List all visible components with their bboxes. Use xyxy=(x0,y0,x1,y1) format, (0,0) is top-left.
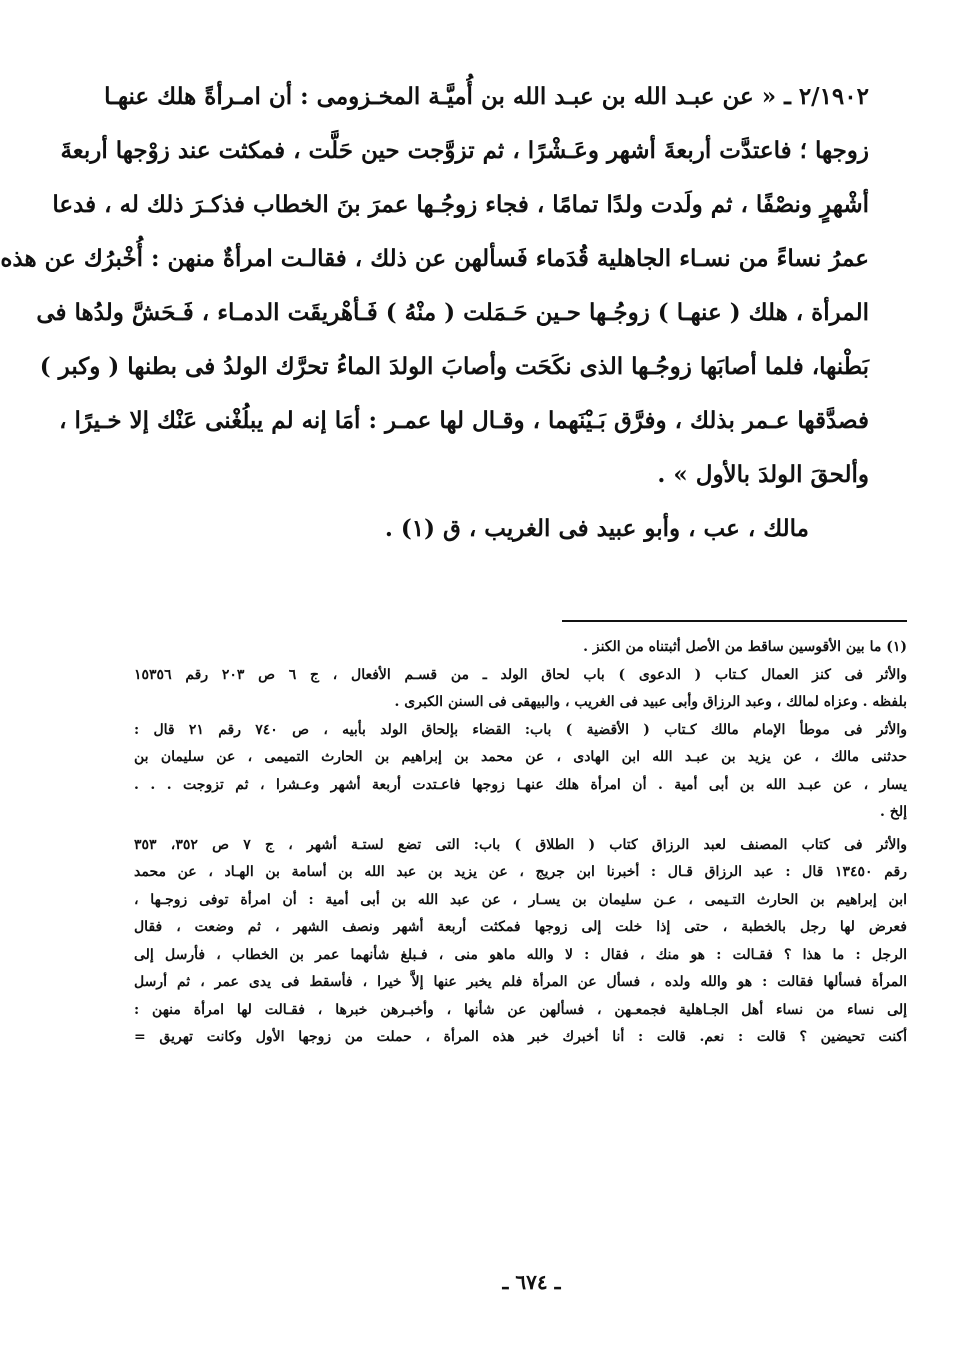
footnote-separator xyxy=(562,620,907,622)
footnote-line: حدثنى مالك ، عن يزيد بن عبـد الله ابن الهادى ، عن محمد بن إبراهيم بن الحارث التميمى ، عن سليمان بن xyxy=(134,749,907,765)
main-text-block xyxy=(0,70,869,556)
footnote-line: رقم ١٣٤٥٠ قال : عبد الرزاق قـال : أخبرنا ابن جريج ، عن يزيد بن عبد الله بن أسامة بن الهـاد ، عن محمد xyxy=(134,864,907,880)
footnote-line: يسار ، عن عبـد الله بن أبى أمية . أن امرأة هلك عنهـا زوجها فاعـتدت أربعة أشهر وعـشرا ، ثم تزوجت . . . xyxy=(134,776,907,793)
footnote-line: والأثر فى كتاب المصنف لعبد الرزاق كتاب ( الطلاق ) باب: التى تضع لستـة أشهر ، ج ٧ ص ٣٥٢، ٣٥٣ xyxy=(134,836,907,853)
main-text-line: زوجها ؛ فاعتدَّت أربعةَ أشهر وعَـشْرًا ، ثم تزوَّجت حين حَلَّت ، فمكثت عند زوْجها أربعةَ xyxy=(60,137,869,164)
source-attribution: مالك ، عب ، وأبو عبيد فى الغريب ، ق (١) . xyxy=(384,515,809,542)
main-text-line: عمرُ نساءً من نسـاء الجاهلية قُدَماء فَسألهن عن ذلك ، فقالـت امرأةٌ منهن : أُخْبرُك عن هذه xyxy=(0,245,869,272)
footnote-line: والأثر فى كنز العمال كـتاب ( الدعوى ) باب لحاق الولد ـ من قسـم الأفعال ، ج ٦ ص ٢٠٣ رقم ١٥٣٥٦ xyxy=(134,666,907,683)
footnote-line: المرأة فسألها فقالت : هو والله ولده ، فسأل عن المرأة فلم يخبر عنها إلاَّ خيرا ، فأسقط فى يدى عمر ، ثم أرسل xyxy=(134,974,907,990)
page-number: ـ ٦٧٤ ـ xyxy=(502,1270,561,1294)
footnote-line: فعرض لها رجل بالخطبة ، حتى إذا خلت إلى زوجها فمكثت أربعة أشهر ونصف الشهر ، ثم وضعت ، فقال xyxy=(134,919,907,935)
footnotes-block xyxy=(134,634,907,1052)
footnote-line: (١) ما بين الأقوسين ساقط من الأصل أثبتناه من الكنز . xyxy=(583,639,907,655)
main-text-line: أشْهرٍ ونصْفًا ، ثم ولَدت ولدًا تمامًا ، فجاء زوجُـها عمرَ بنَ الخطاب فذكـرَ ذلك له ، فدعا xyxy=(52,191,869,218)
footnote-line: أكنت تحيضين ؟ قالت : نعم. قالت : أنا أخبرك خبر هذه المرأة ، حملت من زوجها الأول وكانت تهريق = xyxy=(134,1029,907,1045)
main-text-line: فصدَّقها عـمر بذلك ، وفرَّق بَـيْنَهما ، وقـال لها عمـر : أمَا إنه لم يبلُغْنى عَنْك إلا خـيرًا ، xyxy=(59,407,869,434)
main-text-line: المرأة ، هلك ( عنهـا ) زوجُـها حـين حَـمَلت ( منْهُ ) فَـأهْريقَت الدمـاء ، فَـحَشَّ ولدُها فى xyxy=(36,299,869,326)
main-text-line: بَطْنها، فلما أصابَها زوجُـها الذى نكَحَت وأصابَ الولدَ الماءُ تحرَّك الولدُ فى بطنها ( وكبر ) xyxy=(39,353,869,380)
main-text-line: ٢/١٩٠٢ ـ « عن عبـد الله بن عبـد الله بن أُميَّـة المخـزومى : أن امـرأةً هلك عنهـا xyxy=(104,83,869,110)
footnote-line: إلخ . xyxy=(880,804,907,820)
footnote-line: الرجل : ما هذا ؟ فقـالت : هو منك ، فقال : لا والله ماهو منى ، فـبلغ شأنهما عمر بن الخطاب ، فأرسل إلى xyxy=(134,946,907,963)
footnote-line: والأثر فى موطأ الإمام مالك كـتاب ( الأقضية ) باب: القضاء بإلحاق الولد بأبيه ، ص ٧٤٠ رقم ٢١ قال : xyxy=(134,721,907,738)
main-text-line: وألحقَ الولدَ بالأول » . xyxy=(657,461,869,488)
footnote-line: ابن إبراهيم بن الحارث التـيمى ، عـن سليمان بن يسـار ، عن عبد الله بن أبى أمية : أن امرأة توفى زوجـها ، xyxy=(134,891,907,908)
footnote-line: بلفظه . وعزاه لمالك ، وعبد الرزاق وأبى عبيد فى الغريب ، والبيهقى فى السنن الكبرى . xyxy=(394,694,907,710)
footnote-line: إلى نساء من نساء أهل الجـاهلية فجمعـهن ، فسألهن عن شأنها ، وأخبـرهن خبرها ، فقـالت لها امرأة منهن : xyxy=(134,1001,907,1018)
